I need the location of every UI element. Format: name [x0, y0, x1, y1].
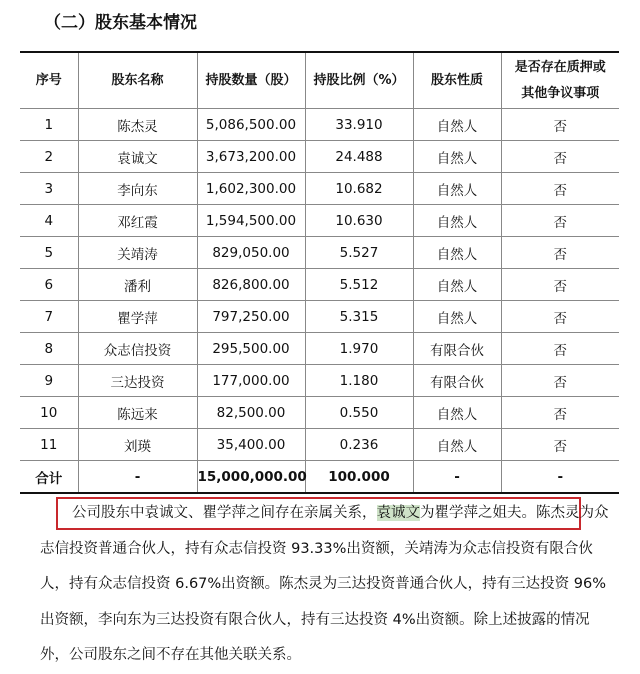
table-cell: 9 [20, 365, 78, 397]
table-cell: 自然人 [413, 429, 501, 461]
column-header: 股东名称 [78, 52, 197, 109]
table-cell: 否 [501, 301, 619, 333]
table-row [20, 205, 619, 237]
table-cell: 自然人 [413, 173, 501, 205]
table-cell: 否 [501, 237, 619, 269]
table-cell: 5.527 [305, 237, 413, 269]
table-cell: 6 [20, 269, 78, 301]
table-cell: 1 [20, 109, 78, 141]
table-cell: 0.236 [305, 429, 413, 461]
table-cell: 陈杰灵 [78, 109, 197, 141]
table-cell: 1.180 [305, 365, 413, 397]
table-cell: 295,500.00 [197, 333, 305, 365]
paragraph-text-1: 公司股东中袁诚文、瞿学萍之间存在亲属关系， [72, 505, 377, 521]
table-row [20, 301, 619, 333]
table-cell: 2 [20, 141, 78, 173]
table-cell: 否 [501, 429, 619, 461]
total-cell: 15,000,000.00 [197, 461, 305, 494]
table-cell: 否 [501, 173, 619, 205]
table-cell: 否 [501, 141, 619, 173]
table-cell: 自然人 [413, 205, 501, 237]
table-row [20, 429, 619, 461]
table-cell: 10 [20, 397, 78, 429]
shareholder-table [20, 51, 619, 494]
table-cell: 177,000.00 [197, 365, 305, 397]
table-cell: 有限合伙 [413, 333, 501, 365]
table-cell: 李向东 [78, 173, 197, 205]
column-header: 持股数量（股） [197, 52, 305, 109]
table-cell: 3,673,200.00 [197, 141, 305, 173]
table-row [20, 333, 619, 365]
table-cell: 5.315 [305, 301, 413, 333]
table-cell: 35,400.00 [197, 429, 305, 461]
table-cell: 7 [20, 301, 78, 333]
table-cell: 829,050.00 [197, 237, 305, 269]
table-row [20, 269, 619, 301]
table-cell: 袁诚文 [78, 141, 197, 173]
table-cell: 否 [501, 269, 619, 301]
column-header: 序号 [20, 52, 78, 109]
table-cell: 有限合伙 [413, 365, 501, 397]
table-cell: 自然人 [413, 109, 501, 141]
paragraph-text-2: 为瞿学萍之姐夫。陈杰灵为众志信投资普通合伙人，持有众志信投资 93.33%出资额，关靖涛为众志信投资有限合伙人，持有众志信投资 6.67%出资额。陈杰灵为三达投资普通合伙人，持有三达投资 96%出资额，李向东为三达投资有限合伙人，持有三达投资 4%出资额。除上述披露的情况外，公司股东之间不存在其他关联关系。 [40, 505, 609, 663]
table-row [20, 237, 619, 269]
table-cell: 否 [501, 397, 619, 429]
column-header: 持股比例（%） [305, 52, 413, 109]
table-cell: 否 [501, 333, 619, 365]
section-title: （二）股东基本情况 [44, 13, 197, 33]
table-cell: 10.630 [305, 205, 413, 237]
total-cell: - [501, 461, 619, 494]
table-header-row [20, 52, 619, 109]
table-cell: 1,602,300.00 [197, 173, 305, 205]
table-cell: 自然人 [413, 301, 501, 333]
total-cell: - [413, 461, 501, 494]
table-cell: 潘利 [78, 269, 197, 301]
table-row [20, 173, 619, 205]
table-cell: 5,086,500.00 [197, 109, 305, 141]
table-cell: 5.512 [305, 269, 413, 301]
column-header: 是否存在质押或其他争议事项 [501, 52, 619, 109]
table-cell: 8 [20, 333, 78, 365]
table-cell: 陈远来 [78, 397, 197, 429]
total-cell: - [78, 461, 197, 494]
table-cell: 瞿学萍 [78, 301, 197, 333]
table-cell: 自然人 [413, 141, 501, 173]
table-cell: 10.682 [305, 173, 413, 205]
table-row [20, 397, 619, 429]
column-header: 股东性质 [413, 52, 501, 109]
table-row [20, 109, 619, 141]
table-cell: 自然人 [413, 397, 501, 429]
table-cell: 众志信投资 [78, 333, 197, 365]
total-cell: 100.000 [305, 461, 413, 494]
table-cell: 关靖涛 [78, 237, 197, 269]
table-cell: 4 [20, 205, 78, 237]
table-cell: 1,594,500.00 [197, 205, 305, 237]
table-cell: 邓红霞 [78, 205, 197, 237]
table-cell: 82,500.00 [197, 397, 305, 429]
table-cell: 1.970 [305, 333, 413, 365]
table-cell: 0.550 [305, 397, 413, 429]
table-cell: 自然人 [413, 237, 501, 269]
table-cell: 否 [501, 365, 619, 397]
total-cell: 合计 [20, 461, 78, 494]
table-cell: 33.910 [305, 109, 413, 141]
table-cell: 797,250.00 [197, 301, 305, 333]
table-row [20, 365, 619, 397]
table-cell: 三达投资 [78, 365, 197, 397]
table-cell: 11 [20, 429, 78, 461]
total-row [20, 461, 619, 494]
table-cell: 否 [501, 109, 619, 141]
table-cell: 5 [20, 237, 78, 269]
table-cell: 自然人 [413, 269, 501, 301]
table-cell: 24.488 [305, 141, 413, 173]
table-cell: 否 [501, 205, 619, 237]
table-row [20, 141, 619, 173]
highlighted-name: 袁诚文 [376, 505, 420, 521]
table-cell: 826,800.00 [197, 269, 305, 301]
table-cell: 3 [20, 173, 78, 205]
relationship-paragraph [40, 496, 610, 674]
table-cell: 刘瑛 [78, 429, 197, 461]
